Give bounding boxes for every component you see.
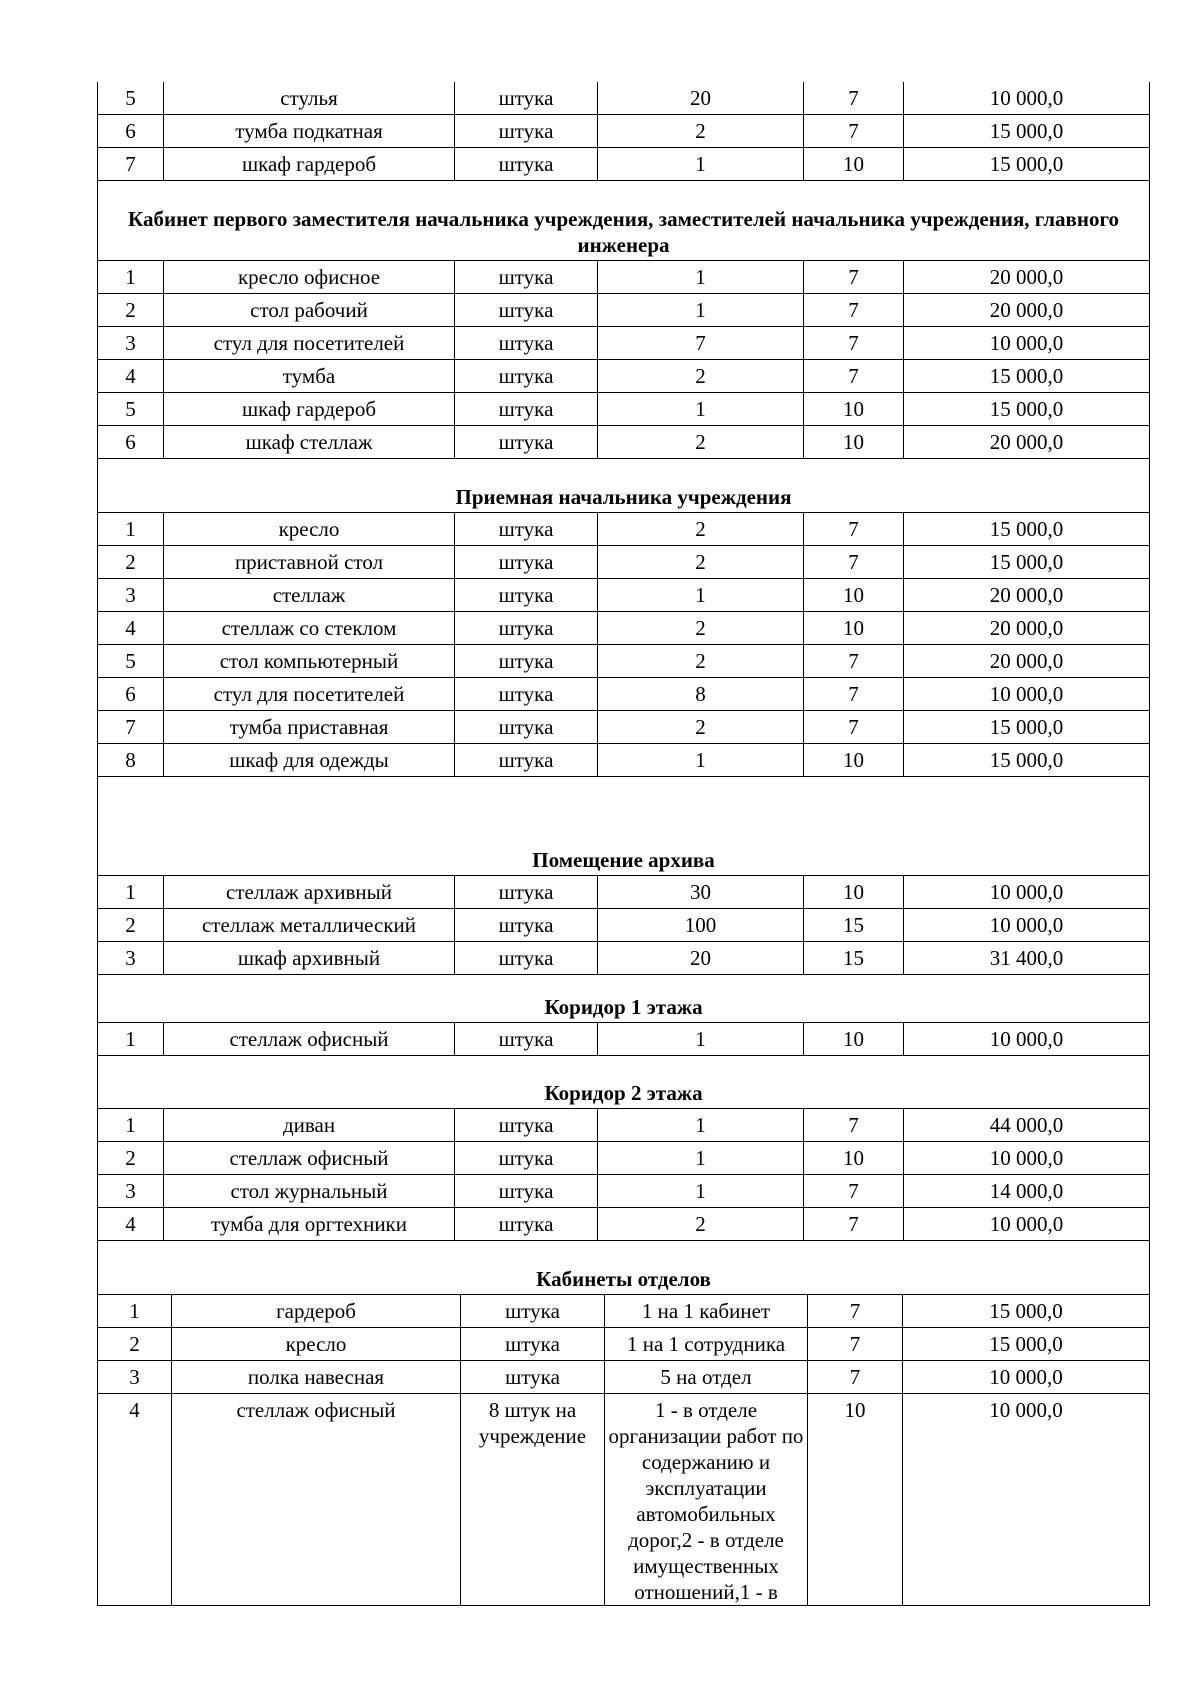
cell-years: 7 xyxy=(804,513,904,546)
cell-unit: штука xyxy=(455,1109,598,1142)
cell-number: 2 xyxy=(98,1142,164,1175)
table-section-archive xyxy=(97,773,1150,975)
cell-price: 10 000,0 xyxy=(904,1023,1150,1056)
section-heading-row xyxy=(98,773,1150,876)
table-row xyxy=(98,1175,1150,1208)
table-row xyxy=(98,1208,1150,1241)
section-heading: Кабинет первого заместителя начальника учреждения, заместителей начальника учреждения, главного инженера xyxy=(98,178,1150,261)
table-row xyxy=(98,645,1150,678)
cell-number: 6 xyxy=(98,678,164,711)
section-heading-row xyxy=(98,1053,1150,1109)
section-heading: Помещение архива xyxy=(98,773,1150,876)
cell-number: 5 xyxy=(98,393,164,426)
cell-number: 3 xyxy=(98,1361,172,1394)
cell-quantity: 1 xyxy=(598,261,804,294)
cell-unit: штука xyxy=(455,546,598,579)
cell-years: 10 xyxy=(808,1394,903,1606)
table-row xyxy=(98,1295,1150,1328)
cell-item: тумба подкатная xyxy=(164,115,455,148)
section-heading: Коридор 1 этажа xyxy=(98,970,1150,1023)
cell-years: 10 xyxy=(804,148,904,181)
cell-unit: штука xyxy=(455,579,598,612)
cell-quantity: 1 на 1 кабинет xyxy=(605,1295,808,1328)
cell-number: 2 xyxy=(98,294,164,327)
cell-number: 6 xyxy=(98,426,164,459)
cell-item: тумба для оргтехники xyxy=(164,1208,455,1241)
cell-quantity: 2 xyxy=(598,115,804,148)
cell-item: стеллаж со стеклом xyxy=(164,612,455,645)
cell-price: 10 000,0 xyxy=(904,1208,1150,1241)
table-row xyxy=(98,294,1150,327)
table-row xyxy=(98,744,1150,777)
table-row xyxy=(98,82,1150,115)
cell-quantity: 20 xyxy=(598,82,804,115)
cell-price: 14 000,0 xyxy=(904,1175,1150,1208)
table-row xyxy=(98,513,1150,546)
cell-quantity: 1 xyxy=(598,744,804,777)
cell-item: стул для посетителей xyxy=(164,327,455,360)
cell-quantity: 1 xyxy=(598,1023,804,1056)
cell-item: приставной стол xyxy=(164,546,455,579)
cell-years: 7 xyxy=(804,1175,904,1208)
cell-years: 7 xyxy=(804,645,904,678)
cell-item: стеллаж офисный xyxy=(164,1142,455,1175)
table-row xyxy=(98,1023,1150,1056)
cell-price: 31 400,0 xyxy=(904,942,1150,975)
cell-quantity: 2 xyxy=(598,546,804,579)
cell-unit: штука xyxy=(455,148,598,181)
cell-number: 2 xyxy=(98,546,164,579)
cell-quantity: 30 xyxy=(598,876,804,909)
cell-item: стол журнальный xyxy=(164,1175,455,1208)
cell-price: 20 000,0 xyxy=(904,645,1150,678)
cell-unit: штука xyxy=(455,645,598,678)
cell-years: 10 xyxy=(804,1142,904,1175)
cell-item: кресло xyxy=(172,1328,461,1361)
cell-years: 7 xyxy=(804,360,904,393)
cell-years: 7 xyxy=(808,1328,903,1361)
cell-years: 7 xyxy=(804,82,904,115)
cell-years: 7 xyxy=(804,1109,904,1142)
table-row xyxy=(98,1328,1150,1361)
cell-number: 3 xyxy=(98,1175,164,1208)
cell-years: 15 xyxy=(804,942,904,975)
cell-unit: штука xyxy=(455,678,598,711)
cell-item: тумба xyxy=(164,360,455,393)
cell-years: 7 xyxy=(804,678,904,711)
cell-item: тумба приставная xyxy=(164,711,455,744)
cell-price: 20 000,0 xyxy=(904,294,1150,327)
cell-years: 10 xyxy=(804,426,904,459)
cell-years: 10 xyxy=(804,876,904,909)
cell-quantity: 100 xyxy=(598,909,804,942)
table-row xyxy=(98,360,1150,393)
cell-unit: штука xyxy=(455,909,598,942)
cell-unit: штука xyxy=(455,1142,598,1175)
cell-unit: штука xyxy=(455,711,598,744)
cell-price: 15 000,0 xyxy=(904,115,1150,148)
cell-item: кресло xyxy=(164,513,455,546)
cell-number: 5 xyxy=(98,82,164,115)
cell-number: 7 xyxy=(98,148,164,181)
cell-price: 15 000,0 xyxy=(904,711,1150,744)
section-heading-row xyxy=(98,454,1150,513)
cell-price: 15 000,0 xyxy=(903,1295,1150,1328)
cell-unit: штука xyxy=(455,612,598,645)
cell-price: 15 000,0 xyxy=(904,393,1150,426)
cell-quantity: 2 xyxy=(598,711,804,744)
cell-item: шкаф гардероб xyxy=(164,148,455,181)
table-row xyxy=(98,1142,1150,1175)
cell-unit: штука xyxy=(455,294,598,327)
cell-number: 8 xyxy=(98,744,164,777)
cell-number: 1 xyxy=(98,513,164,546)
cell-unit: штука xyxy=(455,327,598,360)
cell-quantity: 2 xyxy=(598,1208,804,1241)
cell-price: 20 000,0 xyxy=(904,426,1150,459)
cell-quantity: 8 xyxy=(598,678,804,711)
table-section-department-offices xyxy=(97,1238,1150,1606)
cell-number: 4 xyxy=(98,360,164,393)
cell-quantity: 1 - в отделе организации работ по содержанию и эксплуатации автомобильных дорог,2 - в отделе имущественных отношений,1 - в xyxy=(605,1394,808,1606)
cell-item: диван xyxy=(164,1109,455,1142)
cell-unit: штука xyxy=(461,1361,605,1394)
cell-number: 2 xyxy=(98,909,164,942)
cell-item: шкаф стеллаж xyxy=(164,426,455,459)
cell-unit: штука xyxy=(455,115,598,148)
section-heading-row xyxy=(98,970,1150,1023)
cell-quantity: 1 на 1 сотрудника xyxy=(605,1328,808,1361)
cell-number: 1 xyxy=(98,1295,172,1328)
cell-item: стеллаж офисный xyxy=(164,1023,455,1056)
table-row xyxy=(98,711,1150,744)
cell-unit: штука xyxy=(455,1023,598,1056)
cell-unit: штука xyxy=(455,513,598,546)
cell-unit: штука xyxy=(461,1295,605,1328)
cell-price: 44 000,0 xyxy=(904,1109,1150,1142)
cell-number: 3 xyxy=(98,579,164,612)
cell-number: 1 xyxy=(98,876,164,909)
cell-price: 10 000,0 xyxy=(903,1394,1150,1606)
cell-unit: штука xyxy=(455,1208,598,1241)
table-row xyxy=(98,909,1150,942)
cell-number: 3 xyxy=(98,327,164,360)
cell-item: стеллаж архивный xyxy=(164,876,455,909)
cell-number: 6 xyxy=(98,115,164,148)
cell-quantity: 2 xyxy=(598,360,804,393)
table-row xyxy=(98,1109,1150,1142)
table-row xyxy=(98,1394,1150,1606)
cell-item: стол рабочий xyxy=(164,294,455,327)
section-heading: Приемная начальника учреждения xyxy=(98,454,1150,513)
cell-number: 4 xyxy=(98,612,164,645)
section-heading: Кабинеты отделов xyxy=(98,1238,1150,1295)
cell-price: 20 000,0 xyxy=(904,261,1150,294)
cell-unit: штука xyxy=(455,360,598,393)
table-row xyxy=(98,1361,1150,1394)
cell-quantity: 1 xyxy=(598,393,804,426)
cell-price: 15 000,0 xyxy=(904,744,1150,777)
cell-item: кресло офисное xyxy=(164,261,455,294)
cell-item: стулья xyxy=(164,82,455,115)
cell-price: 10 000,0 xyxy=(904,1142,1150,1175)
cell-item: полка навесная xyxy=(172,1361,461,1394)
cell-unit: штука xyxy=(461,1328,605,1361)
cell-price: 10 000,0 xyxy=(904,327,1150,360)
table-row xyxy=(98,261,1150,294)
cell-item: стол компьютерный xyxy=(164,645,455,678)
cell-price: 10 000,0 xyxy=(903,1361,1150,1394)
cell-unit: штука xyxy=(455,82,598,115)
cell-unit: штука xyxy=(455,744,598,777)
cell-unit: штука xyxy=(455,876,598,909)
table-row xyxy=(98,612,1150,645)
cell-years: 7 xyxy=(804,711,904,744)
cell-quantity: 2 xyxy=(598,645,804,678)
cell-item: шкаф для одежды xyxy=(164,744,455,777)
cell-years: 10 xyxy=(804,579,904,612)
cell-unit: штука xyxy=(455,393,598,426)
cell-years: 10 xyxy=(804,1023,904,1056)
cell-quantity: 1 xyxy=(598,1109,804,1142)
cell-item: гардероб xyxy=(172,1295,461,1328)
cell-number: 7 xyxy=(98,711,164,744)
cell-years: 10 xyxy=(804,612,904,645)
cell-price: 15 000,0 xyxy=(903,1328,1150,1361)
cell-item: стул для посетителей xyxy=(164,678,455,711)
table-row xyxy=(98,148,1150,181)
cell-years: 7 xyxy=(804,546,904,579)
cell-unit: штука xyxy=(455,261,598,294)
section-heading: Коридор 2 этажа xyxy=(98,1053,1150,1109)
cell-unit: штука xyxy=(455,426,598,459)
cell-quantity: 1 xyxy=(598,1142,804,1175)
cell-quantity: 2 xyxy=(598,426,804,459)
cell-item: стеллаж офисный xyxy=(172,1394,461,1606)
table-row xyxy=(98,115,1150,148)
table-section-deputies-office xyxy=(97,178,1150,459)
cell-number: 4 xyxy=(98,1208,164,1241)
cell-item: стеллаж металлический xyxy=(164,909,455,942)
cell-quantity: 2 xyxy=(598,612,804,645)
cell-number: 4 xyxy=(98,1394,172,1606)
cell-years: 7 xyxy=(804,115,904,148)
cell-number: 3 xyxy=(98,942,164,975)
cell-number: 1 xyxy=(98,1109,164,1142)
cell-item: шкаф архивный xyxy=(164,942,455,975)
cell-quantity: 2 xyxy=(598,513,804,546)
cell-price: 15 000,0 xyxy=(904,360,1150,393)
table-section-reception xyxy=(97,454,1150,777)
table-row xyxy=(98,393,1150,426)
cell-years: 7 xyxy=(804,1208,904,1241)
cell-price: 20 000,0 xyxy=(904,612,1150,645)
section-heading-row xyxy=(98,1238,1150,1295)
cell-number: 5 xyxy=(98,645,164,678)
cell-quantity: 1 xyxy=(598,579,804,612)
cell-number: 1 xyxy=(98,261,164,294)
cell-price: 15 000,0 xyxy=(904,546,1150,579)
cell-years: 7 xyxy=(804,294,904,327)
cell-quantity: 7 xyxy=(598,327,804,360)
cell-unit: 8 штук на учреждение xyxy=(461,1394,605,1606)
cell-price: 15 000,0 xyxy=(904,513,1150,546)
cell-quantity: 1 xyxy=(598,148,804,181)
cell-price: 10 000,0 xyxy=(904,82,1150,115)
cell-years: 7 xyxy=(804,327,904,360)
table-row xyxy=(98,327,1150,360)
cell-number: 1 xyxy=(98,1023,164,1056)
cell-price: 15 000,0 xyxy=(904,148,1150,181)
table-section-continuation xyxy=(97,82,1150,181)
cell-years: 7 xyxy=(804,261,904,294)
cell-unit: штука xyxy=(455,942,598,975)
cell-years: 7 xyxy=(808,1361,903,1394)
cell-years: 15 xyxy=(804,909,904,942)
cell-price: 10 000,0 xyxy=(904,678,1150,711)
cell-item: стеллаж xyxy=(164,579,455,612)
cell-quantity: 5 на отдел xyxy=(605,1361,808,1394)
table-row xyxy=(98,678,1150,711)
table-section-corridor-2 xyxy=(97,1053,1150,1241)
table-row xyxy=(98,579,1150,612)
cell-price: 10 000,0 xyxy=(904,909,1150,942)
cell-years: 7 xyxy=(808,1295,903,1328)
table-row xyxy=(98,546,1150,579)
cell-years: 10 xyxy=(804,744,904,777)
cell-price: 20 000,0 xyxy=(904,579,1150,612)
cell-quantity: 1 xyxy=(598,294,804,327)
table-section-corridor-1 xyxy=(97,970,1150,1056)
section-heading-row xyxy=(98,178,1150,261)
cell-price: 10 000,0 xyxy=(904,876,1150,909)
cell-quantity: 1 xyxy=(598,1175,804,1208)
cell-quantity: 20 xyxy=(598,942,804,975)
cell-item: шкаф гардероб xyxy=(164,393,455,426)
table-row xyxy=(98,876,1150,909)
cell-unit: штука xyxy=(455,1175,598,1208)
cell-number: 2 xyxy=(98,1328,172,1361)
cell-years: 10 xyxy=(804,393,904,426)
